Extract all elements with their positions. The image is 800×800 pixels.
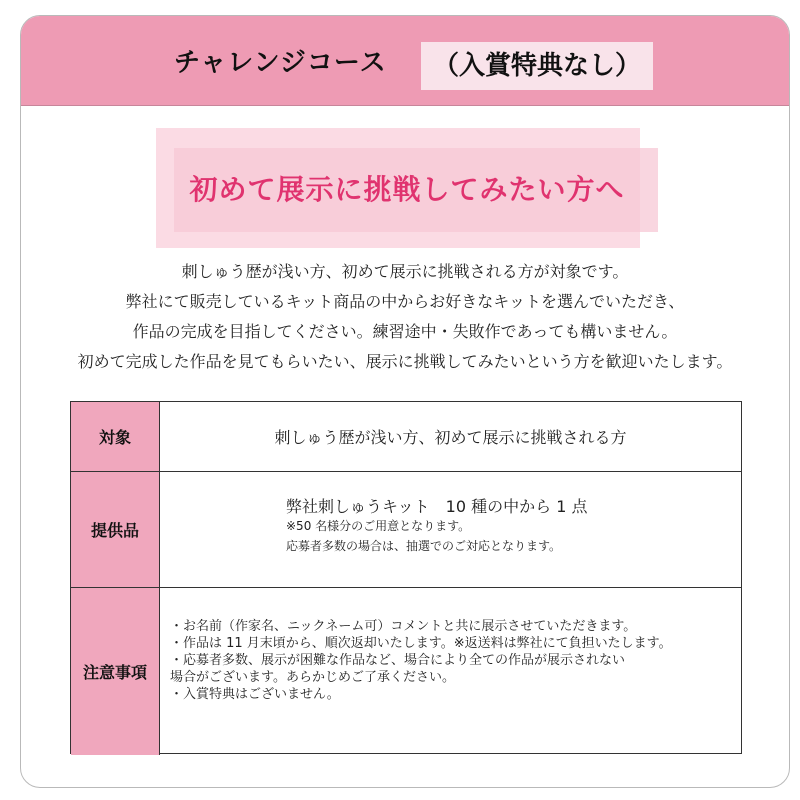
row-label-target: 対象 [71, 402, 160, 471]
offering-note: 応募者多数の場合は、抽選でのご対応となります。 [286, 539, 562, 553]
intro-line: 初めて完成した作品を見てもらいたい、展示に挑戦してみたいという方を歓迎いたします。 [77, 352, 733, 371]
notes-item: ・応募者多数、展示が困難な作品など、場合により全ての作品が展示されない [170, 653, 626, 668]
banner-heading: 初めて展示に挑戦してみたい方へ [189, 173, 625, 206]
card-header [21, 16, 789, 106]
row-body-notes [160, 588, 741, 755]
notes-item: ・作品は 11 月末頃から、順次返却いたします。※返送料は弊社にて負担いたします。 [170, 636, 672, 651]
intro-line: 作品の完成を目指してください。練習途中・失敗作であっても構いません。 [132, 322, 678, 341]
notes-item: ・お名前（作家名、ニックネーム可）コメントと共に展示させていただきます。 [170, 619, 637, 634]
course-subtitle: （入賞特典なし） [421, 42, 653, 90]
notes-item: 場合がございます。あらかじめご了承ください。 [170, 670, 455, 685]
intro-text [21, 257, 789, 377]
course-title: チャレンジコース [174, 48, 387, 78]
row-body-target [160, 402, 741, 471]
table-row-notes [71, 588, 741, 755]
row-body-offering [160, 472, 741, 587]
row-label-notes: 注意事項 [71, 588, 160, 755]
intro-line: 刺しゅう歴が浅い方、初めて展示に挑戦される方が対象です。 [181, 262, 629, 281]
target-text: 刺しゅう歴が浅い方、初めて展示に挑戦される方 [274, 428, 627, 447]
row-label-offering: 提供品 [71, 472, 160, 587]
offering-note: ※50 名様分のご用意となります。 [286, 519, 471, 533]
table-row-target [71, 402, 741, 472]
notes-item: ・入賞特典はございません。 [170, 687, 340, 702]
notes-list [170, 618, 672, 703]
offering-text: 弊社刺しゅうキット 10 種の中から 1 点 [286, 497, 588, 516]
course-card [20, 15, 790, 788]
table-row-offering [71, 472, 741, 588]
intro-line: 弊社にて販売しているキット商品の中からお好きなキットを選んでいただき、 [125, 292, 685, 311]
details-table [70, 401, 742, 754]
